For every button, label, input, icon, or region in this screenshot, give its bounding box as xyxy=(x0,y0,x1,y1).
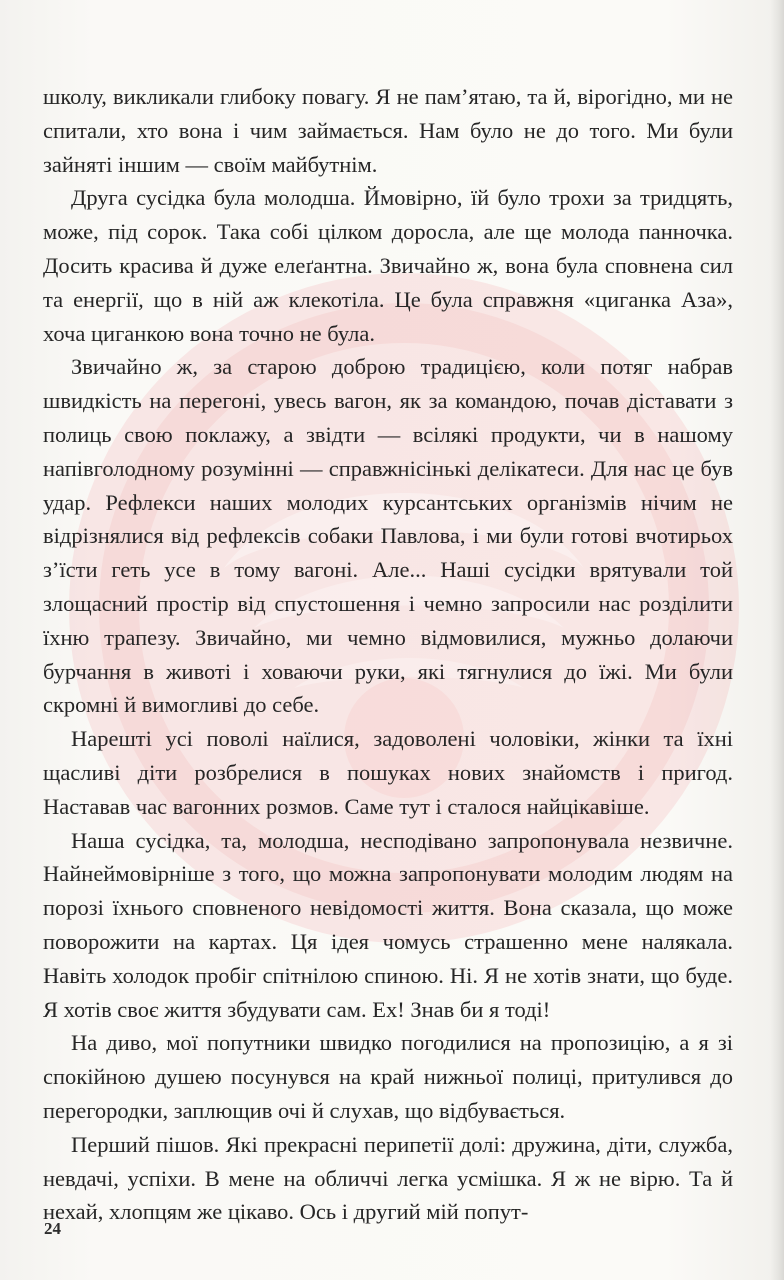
paragraph: Друга сусідка була молодша. Ймовірно, їй було трохи за тридцять, може, під сорок. Така собі цілком доросла, але ще молода панночка. Досить красива й дуже елеґантна. Звичайно ж, вона була сповнена сил та енергії, що в ній аж клекотіла. Це була справжня «циганка Аза», хоча циганкою вона точно не була. xyxy=(43,185,733,346)
paragraph: Перший пішов. Які прекрасні перипетії долі: дружина, діти, служба, невдачі, успіхи. В мене на обличчі легка усмішка. Я ж не вірю. Та й нехай, хлопцям же цікаво. Ось і другий мій попут- xyxy=(43,1131,733,1225)
paragraph: Нарешті усі поволі наїлися, задоволені чоловіки, жінки та їхні щасливі діти розбрелися в пошуках нових знайомств і пригод. Наставав час вагонних розмов. Саме тут і сталося найцікавіше. xyxy=(43,726,733,819)
paragraph: Звичайно ж, за старою доброю традицією, коли потяг набрав швидкість на перегоні, увесь вагон, як за командою, почав діставати з полиць свою поклажу, а звідти — всілякі продукти, чи в нашому напівголодному розумінні — справжнісінькі делікатеси. Для нас це був удар. Рефлекси наших молодих курсантських організмів нічим не відрізнялися від рефлексів собаки Павлова, і ми були готові вчотирьох з’їсти геть усе в тому вагоні. Але... Наші сусідки врятували той злощасний простір від спустошення і чемно запросили нас розділити їхню трапезу. Звичайно, ми чемно відмовилися, мужньо долаючи бурчання в животі і ховаючи руки, які тягнулися до їжі. Ми були скромні й вимогливі до себе. xyxy=(43,354,733,718)
paragraph: Наша сусідка, та, молодша, несподівано запропонувала незвичне. Найнеймовірніше з того, що можна запропонувати молодим людям на порозі їхнього сповненого невідомості життя. Вона сказала, що може поворожити на картах. Ця ідея чомусь страшенно мене налякала. Навіть холодок пробіг спітнілою спиною. Ні. Я не хотів знати, що буде. Я хотів своє життя збудувати сам. Ех! Знав би я тоді! xyxy=(43,827,733,1022)
paragraph: На диво, мої попутники швидко погодилися на пропозицію, а я зі спокійною душею посунувся на край нижньої полиці, притулився до перегородки, заплющив очі й слухав, що відбувається. xyxy=(43,1030,733,1123)
paragraph: школу, викликали глибоку повагу. Я не пам’ятаю, та й, вірогідно, ми не спитали, хто вона і чим займається. Нам було не до того. Ми були зайняті іншим — своїм майбутнім. xyxy=(43,84,733,177)
body-text xyxy=(43,80,733,1229)
page-edge-shadow xyxy=(770,0,784,1280)
page-number: 24 xyxy=(44,1219,61,1238)
